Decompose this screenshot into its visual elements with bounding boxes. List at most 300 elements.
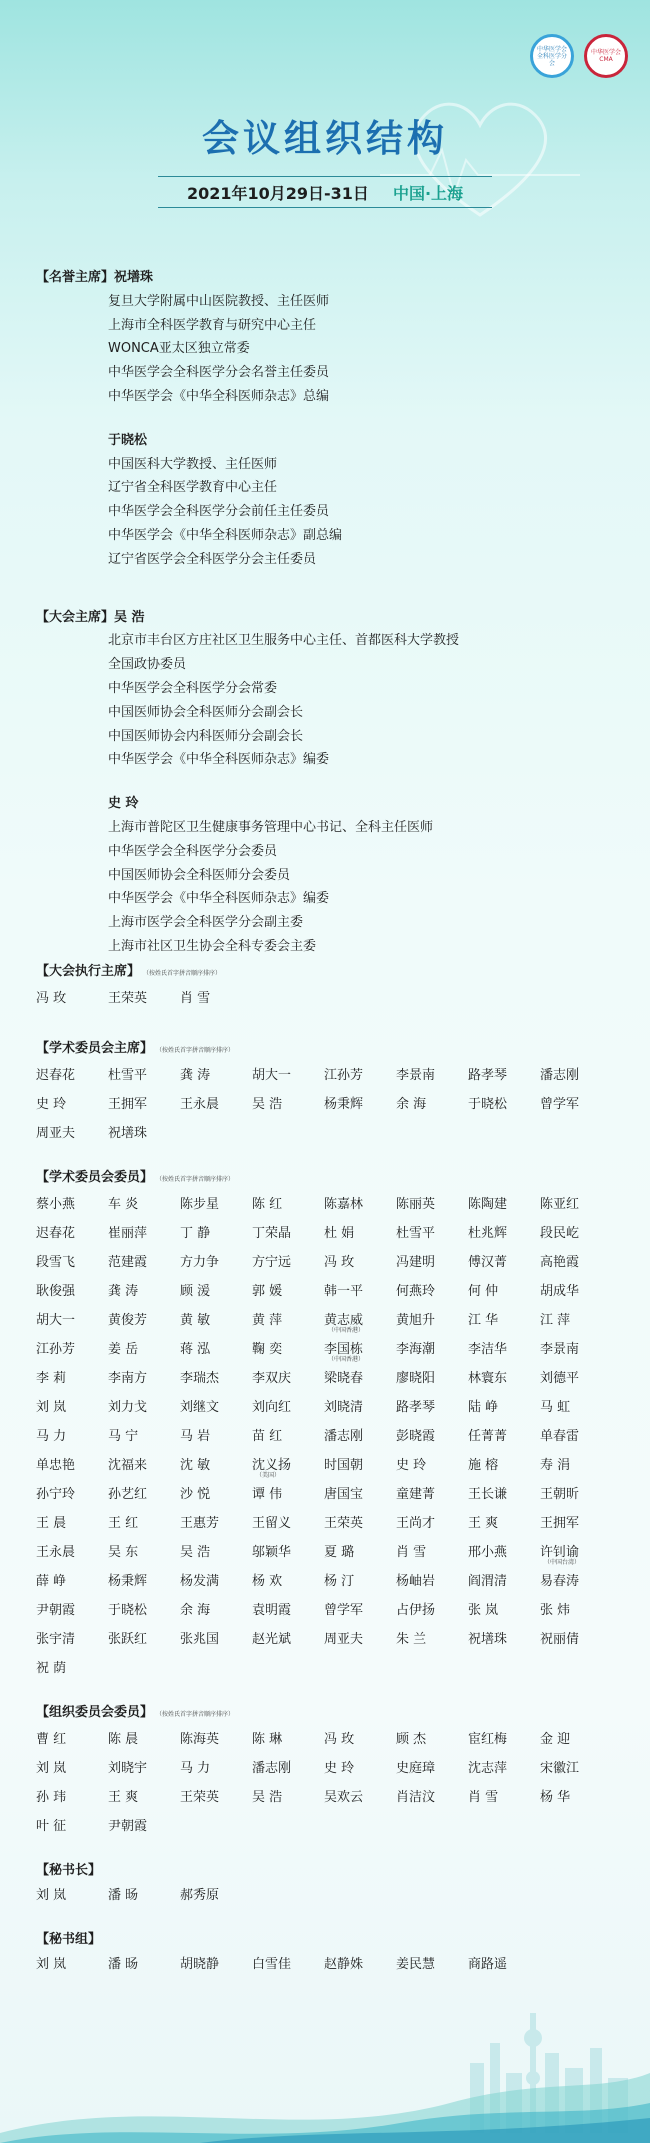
member-name bbox=[36, 1396, 108, 1425]
member-name-text: 夏 璐 bbox=[324, 1544, 355, 1560]
member-name bbox=[468, 1570, 540, 1599]
member-name bbox=[252, 1512, 324, 1541]
member-name-text: 周亚夫 bbox=[324, 1631, 364, 1647]
member-name-text: 王尚才 bbox=[396, 1515, 436, 1531]
member-name-text: 张 炜 bbox=[540, 1602, 571, 1618]
member-name-text: 车 炎 bbox=[108, 1196, 139, 1212]
member-name: 余 海 bbox=[396, 1096, 427, 1112]
member-name bbox=[252, 1367, 324, 1396]
member-name bbox=[252, 1570, 324, 1599]
member-name-text: 迟春花 bbox=[36, 1225, 76, 1241]
member-name-text: 吴 浩 bbox=[180, 1544, 211, 1560]
member-name-text: 丁荣晶 bbox=[252, 1225, 292, 1241]
member-name bbox=[468, 1309, 540, 1338]
member-name-text: 赵光斌 bbox=[252, 1631, 292, 1647]
member-name bbox=[252, 1425, 324, 1454]
member-name: 潘 旸 bbox=[108, 1956, 139, 1972]
member-name bbox=[180, 1367, 252, 1396]
organizing-members-list bbox=[36, 1728, 626, 1844]
member-name: 史庭璋 bbox=[396, 1760, 436, 1776]
member-name-text: 阎渭清 bbox=[468, 1573, 508, 1589]
member-name-text: 寿 涓 bbox=[540, 1457, 571, 1473]
member-name bbox=[180, 1309, 252, 1338]
logo1-text: 中华医学会 全科医学分会 bbox=[536, 45, 567, 67]
member-name-text: 江 华 bbox=[468, 1312, 499, 1328]
member-name bbox=[36, 1222, 108, 1251]
member-name-text: 袁明霞 bbox=[252, 1602, 292, 1618]
person-title: 上海市医学会全科医学分会副主委 bbox=[108, 915, 304, 931]
member-name: 孙 玮 bbox=[36, 1789, 67, 1805]
member-name bbox=[468, 1512, 540, 1541]
member-name-text: 路孝琴 bbox=[396, 1399, 436, 1415]
member-name: 李景南 bbox=[396, 1067, 436, 1083]
member-name-text: 郭 媛 bbox=[252, 1283, 283, 1299]
academic-members-list bbox=[36, 1193, 626, 1686]
member-name bbox=[36, 1309, 108, 1338]
member-name bbox=[540, 1193, 612, 1222]
member-name: 刘 岚 bbox=[36, 1887, 67, 1903]
member-name-text: 王永晨 bbox=[36, 1544, 76, 1560]
member-name-text: 单春雷 bbox=[540, 1428, 580, 1444]
member-name bbox=[396, 1599, 468, 1628]
member-name-text: 杜兆辉 bbox=[468, 1225, 508, 1241]
person-title: 中华医学会全科医学分会前任主任委员 bbox=[108, 504, 330, 520]
member-name bbox=[468, 1251, 540, 1280]
member-name-text: 崔丽萍 bbox=[108, 1225, 148, 1241]
member-name bbox=[108, 1280, 180, 1309]
member-name: 宦红梅 bbox=[468, 1731, 508, 1747]
member-name bbox=[36, 1367, 108, 1396]
member-name bbox=[396, 1454, 468, 1483]
member-name-text: 韩一平 bbox=[324, 1283, 364, 1299]
member-name-text: 刘德平 bbox=[540, 1370, 580, 1386]
member-name-text: 黄旭升 bbox=[396, 1312, 436, 1328]
congress-chair-heading-row bbox=[36, 606, 626, 630]
member-name: 王荣英 bbox=[180, 1789, 220, 1805]
member-name bbox=[324, 1367, 396, 1396]
executive-chair-heading: 【大会执行主席】 bbox=[36, 963, 141, 979]
member-name-text: 孙宁玲 bbox=[36, 1486, 76, 1502]
person-title: 中华医学会《中华全科医师杂志》总编 bbox=[108, 388, 330, 404]
member-name bbox=[324, 1599, 396, 1628]
member-name bbox=[108, 1193, 180, 1222]
member-name bbox=[396, 1193, 468, 1222]
congress-chair-heading: 【大会主席】 bbox=[36, 609, 115, 625]
society-logo-icon bbox=[530, 34, 574, 78]
member-name-text: 胡成华 bbox=[540, 1283, 580, 1299]
member-name bbox=[108, 1309, 180, 1338]
member-name: 王永晨 bbox=[180, 1096, 220, 1112]
member-name bbox=[396, 1338, 468, 1367]
member-name bbox=[396, 1222, 468, 1251]
organizing-members-heading-row bbox=[36, 1700, 626, 1728]
member-name bbox=[252, 1280, 324, 1309]
member-name: 于晓松 bbox=[468, 1096, 508, 1112]
member-name-text: 易春涛 bbox=[540, 1573, 580, 1589]
member-name: 周亚夫 bbox=[36, 1125, 76, 1141]
member-name-text: 段民屹 bbox=[540, 1225, 580, 1241]
member-name-text: 方力争 bbox=[180, 1254, 220, 1270]
member-name bbox=[540, 1483, 612, 1512]
member-region-note: （中国香港） bbox=[328, 1326, 365, 1334]
member-name-text: 范建霞 bbox=[108, 1254, 148, 1270]
member-name: 潘 旸 bbox=[108, 1887, 139, 1903]
member-name bbox=[396, 1512, 468, 1541]
person-title: 中国医师协会全科医师分会委员 bbox=[108, 867, 291, 883]
member-name-text: 王 红 bbox=[108, 1515, 139, 1531]
member-name-text: 马 力 bbox=[36, 1428, 67, 1444]
member-name bbox=[396, 1367, 468, 1396]
member-name bbox=[36, 1425, 108, 1454]
member-name bbox=[36, 1338, 108, 1367]
member-name bbox=[36, 1193, 108, 1222]
member-name: 刘 岚 bbox=[36, 1760, 67, 1776]
member-name bbox=[180, 1483, 252, 1512]
member-name bbox=[180, 1193, 252, 1222]
person-title: 辽宁省全科医学教育中心主任 bbox=[108, 480, 278, 496]
member-name-text: 史 玲 bbox=[396, 1457, 427, 1473]
member-name-text: 李景南 bbox=[540, 1341, 580, 1357]
person-title: 上海市社区卫生协会全科专委会主委 bbox=[108, 938, 317, 954]
member-name: 潘志刚 bbox=[540, 1067, 580, 1083]
member-name-text: 丁 静 bbox=[180, 1225, 211, 1241]
member-name bbox=[468, 1483, 540, 1512]
member-name: 冯 玫 bbox=[36, 990, 67, 1006]
member-name bbox=[180, 1280, 252, 1309]
member-name-text: 李洁华 bbox=[468, 1341, 508, 1357]
academic-chair-list bbox=[36, 1064, 626, 1151]
executive-chair-heading-row bbox=[36, 959, 626, 987]
org-content bbox=[36, 266, 626, 1982]
member-name-text: 何 仲 bbox=[468, 1283, 499, 1299]
member-name bbox=[180, 1251, 252, 1280]
member-name-text: 沈 敏 bbox=[180, 1457, 211, 1473]
member-name-text: 江 萍 bbox=[540, 1312, 571, 1328]
member-name-text: 张跃红 bbox=[108, 1631, 148, 1647]
member-name bbox=[468, 1338, 540, 1367]
member-name: 郝秀原 bbox=[180, 1887, 220, 1903]
member-name-text: 鞠 奕 bbox=[252, 1341, 283, 1357]
member-name bbox=[252, 1628, 324, 1657]
cma-logo-icon bbox=[584, 34, 628, 78]
member-name: 沈志萍 bbox=[468, 1760, 508, 1776]
member-name-text: 王拥军 bbox=[540, 1515, 580, 1531]
member-name-text: 李国栋 bbox=[324, 1341, 364, 1357]
member-name: 陈 晨 bbox=[108, 1731, 139, 1747]
member-name bbox=[108, 1599, 180, 1628]
member-name-text: 陈 红 bbox=[252, 1196, 283, 1212]
executive-chair-list bbox=[36, 987, 626, 1016]
member-name-text: 黄俊芳 bbox=[108, 1312, 148, 1328]
member-name bbox=[252, 1483, 324, 1512]
member-name bbox=[324, 1512, 396, 1541]
member-name bbox=[468, 1280, 540, 1309]
member-name-text: 李南方 bbox=[108, 1370, 148, 1386]
member-name: 商路遥 bbox=[468, 1956, 508, 1972]
member-name-text: 张兆国 bbox=[180, 1631, 220, 1647]
member-name bbox=[180, 1628, 252, 1657]
logo2-text: 中华医学会 CMA bbox=[590, 49, 621, 63]
member-name bbox=[468, 1454, 540, 1483]
member-name bbox=[540, 1338, 612, 1367]
member-name bbox=[180, 1338, 252, 1367]
member-name bbox=[540, 1599, 612, 1628]
honorary-chair-heading-row bbox=[36, 266, 626, 290]
member-name-text: 祝 荫 bbox=[36, 1660, 67, 1676]
member-name bbox=[252, 1251, 324, 1280]
member-name-text: 沈福来 bbox=[108, 1457, 148, 1473]
member-name bbox=[180, 1425, 252, 1454]
member-name bbox=[252, 1193, 324, 1222]
person-title: 北京市丰台区方庄社区卫生服务中心主任、首都医科大学教授 bbox=[108, 633, 460, 649]
member-name bbox=[36, 1454, 108, 1483]
member-name: 杨秉辉 bbox=[324, 1096, 364, 1112]
member-name-text: 何燕玲 bbox=[396, 1283, 436, 1299]
member-name: 杨 华 bbox=[540, 1789, 571, 1805]
member-name-text: 冯建明 bbox=[396, 1254, 436, 1270]
member-name-text: 江孙芳 bbox=[36, 1341, 76, 1357]
member-region-note: （中国台湾） bbox=[544, 1558, 581, 1566]
member-name bbox=[468, 1628, 540, 1657]
member-name-text: 陈嘉林 bbox=[324, 1196, 364, 1212]
member-name-text: 姜 岳 bbox=[108, 1341, 139, 1357]
member-name: 金 迎 bbox=[540, 1731, 571, 1747]
member-name bbox=[180, 1512, 252, 1541]
member-name: 史 玲 bbox=[36, 1096, 67, 1112]
academic-chair-heading-row bbox=[36, 1036, 626, 1064]
member-name-text: 施 榕 bbox=[468, 1457, 499, 1473]
person-title: 中华医学会全科医学分会委员 bbox=[108, 843, 278, 859]
member-name-text: 刘力戈 bbox=[108, 1399, 148, 1415]
member-name bbox=[324, 1338, 396, 1367]
person-title: 中华医学会《中华全科医师杂志》编委 bbox=[108, 752, 330, 768]
member-name bbox=[468, 1396, 540, 1425]
member-name-text: 王 爽 bbox=[468, 1515, 499, 1531]
member-name-text: 任菁菁 bbox=[468, 1428, 508, 1444]
shanghai-skyline-decoration-icon bbox=[0, 1943, 650, 2143]
member-name-text: 陈陶建 bbox=[468, 1196, 508, 1212]
member-name bbox=[468, 1425, 540, 1454]
member-name: 刘 岚 bbox=[36, 1956, 67, 1972]
member-name bbox=[540, 1309, 612, 1338]
member-name bbox=[468, 1541, 540, 1570]
member-name-text: 沈义扬 bbox=[252, 1457, 292, 1473]
member-name bbox=[180, 1454, 252, 1483]
member-name bbox=[540, 1425, 612, 1454]
member-name-text: 王留义 bbox=[252, 1515, 292, 1531]
person-name: 祝墡珠 bbox=[114, 270, 154, 285]
member-name: 陈 琳 bbox=[252, 1731, 283, 1747]
member-name-text: 段雪飞 bbox=[36, 1254, 76, 1270]
member-name: 吴欢云 bbox=[324, 1789, 364, 1805]
logos bbox=[530, 34, 628, 78]
member-name bbox=[324, 1454, 396, 1483]
member-name bbox=[252, 1396, 324, 1425]
member-name bbox=[252, 1454, 324, 1483]
member-name bbox=[324, 1541, 396, 1570]
member-name-text: 邢小燕 bbox=[468, 1544, 508, 1560]
member-name-text: 苗 红 bbox=[252, 1428, 283, 1444]
sort-note: （按姓氏首字拼音顺序排序） bbox=[159, 1175, 235, 1183]
member-name bbox=[108, 1628, 180, 1657]
member-name bbox=[108, 1512, 180, 1541]
member-name bbox=[396, 1309, 468, 1338]
member-name bbox=[36, 1512, 108, 1541]
member-name: 刘晓宇 bbox=[108, 1760, 148, 1776]
member-name-text: 黄 敏 bbox=[180, 1312, 211, 1328]
member-name-text: 杜雪平 bbox=[396, 1225, 436, 1241]
member-name-text: 杨 汀 bbox=[324, 1573, 355, 1589]
member-name-text: 吴 东 bbox=[108, 1544, 139, 1560]
member-name bbox=[468, 1599, 540, 1628]
member-name-text: 杨发满 bbox=[180, 1573, 220, 1589]
member-name bbox=[324, 1309, 396, 1338]
person-title: 中华医学会《中华全科医师杂志》副总编 bbox=[108, 527, 343, 543]
person-title: 中国医科大学教授、主任医师 bbox=[108, 456, 278, 472]
academic-members-heading: 【学术委员会委员】 bbox=[36, 1169, 154, 1185]
member-name bbox=[396, 1425, 468, 1454]
member-name-text: 耿俊强 bbox=[36, 1283, 76, 1299]
member-name-text: 林寰东 bbox=[468, 1370, 508, 1386]
member-name bbox=[252, 1541, 324, 1570]
member-name bbox=[396, 1280, 468, 1309]
member-name-text: 杜 娟 bbox=[324, 1225, 355, 1241]
member-name-text: 杨岫岩 bbox=[396, 1573, 436, 1589]
member-name-text: 邬颖华 bbox=[252, 1544, 292, 1560]
person-title: 上海市全科医学教育与研究中心主任 bbox=[108, 317, 317, 333]
member-region-note: （美国） bbox=[256, 1471, 281, 1479]
member-name bbox=[252, 1338, 324, 1367]
member-name bbox=[324, 1396, 396, 1425]
member-name-text: 沙 悦 bbox=[180, 1486, 211, 1502]
member-name bbox=[540, 1396, 612, 1425]
member-name-text: 高艳霞 bbox=[540, 1254, 580, 1270]
member-name: 冯 玫 bbox=[324, 1731, 355, 1747]
academic-chair-heading: 【学术委员会主席】 bbox=[36, 1040, 154, 1056]
member-name: 胡晓静 bbox=[180, 1956, 220, 1972]
event-date: 2021年10月29日-31日 bbox=[186, 183, 369, 203]
member-name-text: 陈亚红 bbox=[540, 1196, 580, 1212]
date-location-bar bbox=[158, 176, 492, 208]
member-name-text: 冯 玫 bbox=[324, 1254, 355, 1270]
member-name: 吴 浩 bbox=[252, 1789, 283, 1805]
member-name: 吴 浩 bbox=[252, 1096, 283, 1112]
person-title: 中华医学会全科医学分会常委 bbox=[108, 680, 278, 696]
member-name-text: 廖晓阳 bbox=[396, 1370, 436, 1386]
member-name-text: 马 虹 bbox=[540, 1399, 571, 1415]
member-name-text: 胡大一 bbox=[36, 1312, 76, 1328]
member-name-text: 时国朝 bbox=[324, 1457, 364, 1473]
member-name bbox=[36, 1657, 108, 1686]
member-name-text: 刘继文 bbox=[180, 1399, 220, 1415]
member-name-text: 王惠芳 bbox=[180, 1515, 220, 1531]
member-name-text: 方宁远 bbox=[252, 1254, 292, 1270]
member-name bbox=[540, 1541, 612, 1570]
member-name bbox=[252, 1222, 324, 1251]
person-name: 史 玲 bbox=[108, 796, 139, 812]
member-name-text: 刘晓清 bbox=[324, 1399, 364, 1415]
person-title: 全国政协委员 bbox=[108, 657, 187, 673]
member-name bbox=[324, 1251, 396, 1280]
member-name: 王拥军 bbox=[108, 1096, 148, 1112]
sort-note: （按姓氏首字拼音顺序排序） bbox=[159, 1710, 235, 1718]
member-name: 姜民慧 bbox=[396, 1956, 436, 1972]
member-name-text: 单忠艳 bbox=[36, 1457, 76, 1473]
member-name-text: 刘向红 bbox=[252, 1399, 292, 1415]
member-name-text: 王长谦 bbox=[468, 1486, 508, 1502]
member-name-text: 张宇清 bbox=[36, 1631, 76, 1647]
member-name bbox=[396, 1396, 468, 1425]
member-name: 宋徽江 bbox=[540, 1760, 580, 1776]
member-name bbox=[36, 1599, 108, 1628]
member-name bbox=[324, 1628, 396, 1657]
member-name bbox=[540, 1251, 612, 1280]
member-name-text: 傅汉菁 bbox=[468, 1254, 508, 1270]
member-name: 肖洁汶 bbox=[396, 1789, 436, 1805]
member-name-text: 王朝昕 bbox=[540, 1486, 580, 1502]
member-name: 祝墡珠 bbox=[108, 1125, 148, 1141]
member-name-text: 梁晓春 bbox=[324, 1370, 364, 1386]
person-title: 中国医师协会内科医师分会副会长 bbox=[108, 728, 304, 744]
member-name-text: 马 岩 bbox=[180, 1428, 211, 1444]
person-title: WONCA亚太区独立常委 bbox=[108, 341, 250, 357]
member-name bbox=[396, 1570, 468, 1599]
member-name bbox=[180, 1541, 252, 1570]
member-name: 迟春花 bbox=[36, 1067, 76, 1083]
member-name bbox=[396, 1251, 468, 1280]
member-name bbox=[108, 1251, 180, 1280]
member-name bbox=[36, 1628, 108, 1657]
member-name-text: 杨 欢 bbox=[252, 1573, 283, 1589]
member-name-text: 谭 伟 bbox=[252, 1486, 283, 1502]
member-name-text: 陆 峥 bbox=[468, 1399, 499, 1415]
member-name-text: 张 岚 bbox=[468, 1602, 499, 1618]
member-name bbox=[468, 1367, 540, 1396]
member-name: 潘志刚 bbox=[252, 1760, 292, 1776]
member-name bbox=[540, 1367, 612, 1396]
sort-note: （按姓氏首字拼音顺序排序） bbox=[159, 1046, 235, 1054]
person-title: 辽宁省医学会全科医学分会主任委员 bbox=[108, 551, 317, 567]
member-name bbox=[396, 1483, 468, 1512]
member-name-text: 唐国宝 bbox=[324, 1486, 364, 1502]
member-name bbox=[108, 1570, 180, 1599]
member-name bbox=[108, 1338, 180, 1367]
member-name bbox=[540, 1454, 612, 1483]
member-name bbox=[36, 1251, 108, 1280]
member-name-text: 占伊扬 bbox=[396, 1602, 436, 1618]
member-name-text: 马 宁 bbox=[108, 1428, 139, 1444]
member-name: 曹 红 bbox=[36, 1731, 67, 1747]
member-name: 王荣英 bbox=[108, 990, 148, 1006]
member-name-text: 陈丽英 bbox=[396, 1196, 436, 1212]
member-name bbox=[108, 1483, 180, 1512]
member-name: 江孙芳 bbox=[324, 1067, 364, 1083]
member-name bbox=[36, 1483, 108, 1512]
member-name: 胡大一 bbox=[252, 1067, 292, 1083]
member-name bbox=[108, 1541, 180, 1570]
member-name bbox=[324, 1425, 396, 1454]
member-name-text: 祝墡珠 bbox=[468, 1631, 508, 1647]
member-name: 肖 雪 bbox=[180, 990, 211, 1006]
member-name: 陈海英 bbox=[180, 1731, 220, 1747]
member-name bbox=[108, 1222, 180, 1251]
member-name-text: 童建菁 bbox=[396, 1486, 436, 1502]
member-name: 王 爽 bbox=[108, 1789, 139, 1805]
member-name: 马 力 bbox=[180, 1760, 211, 1776]
member-name bbox=[540, 1222, 612, 1251]
member-name-text: 朱 兰 bbox=[396, 1631, 427, 1647]
academic-members-heading-row bbox=[36, 1165, 626, 1193]
